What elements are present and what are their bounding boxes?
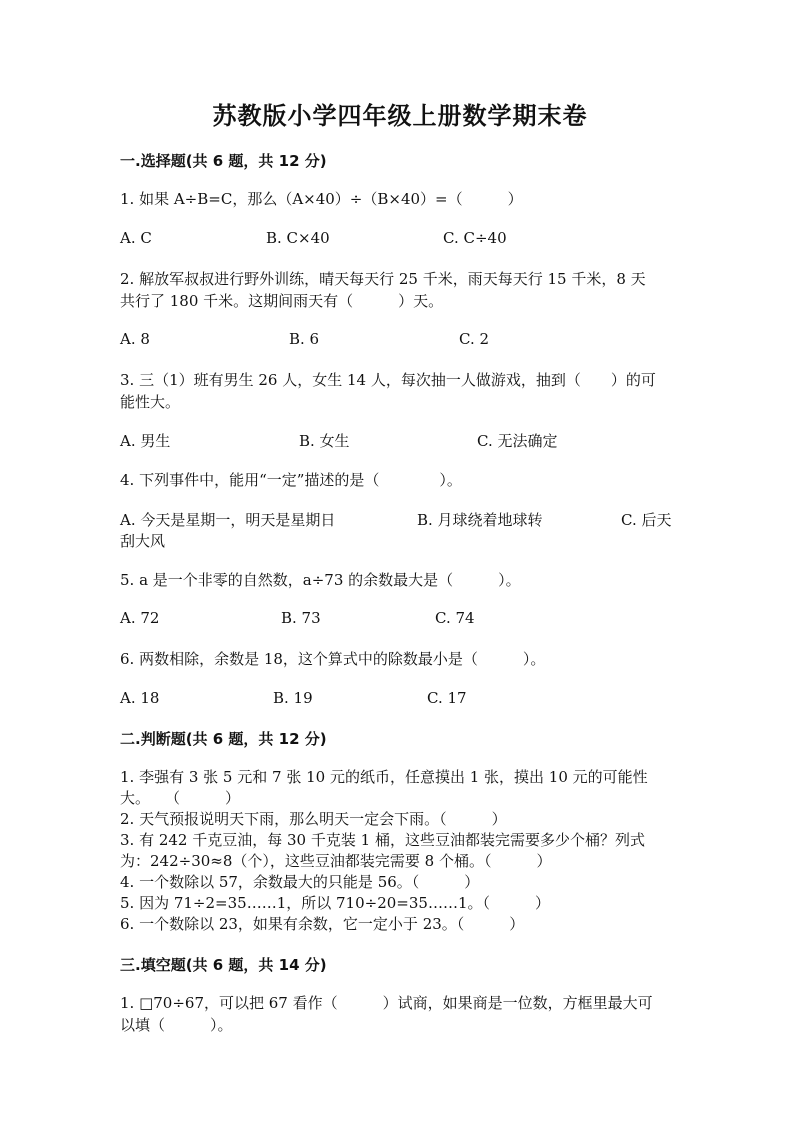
choice-option: A. 男生 — [120, 432, 171, 450]
choice-option: B. 19 — [273, 689, 313, 707]
judge-line: 2. 天气预报说明天下雨，那么明天一定会下雨。（ ） — [120, 810, 507, 828]
choice-option: C. 后天 — [621, 511, 672, 529]
choice-option: C. 2 — [459, 330, 490, 348]
judge-line: 1. 李强有 3 张 5 元和 7 张 10 元的纸币，任意摸出 1 张，摸出 10 元的可能性 — [120, 768, 648, 786]
section-heading-fill: 三.填空题(共 6 题，共 14 分) — [120, 956, 327, 974]
choice-option: B. 73 — [281, 609, 321, 627]
choice-option: C. C÷40 — [443, 229, 507, 247]
section-heading-choice: 一.选择题(共 6 题，共 12 分) — [120, 152, 327, 170]
question-text: 2. 解放军叔叔进行野外训练，晴天每天行 25 千米，雨天每天行 15 千米，8 天 — [120, 270, 646, 288]
judge-line: 4. 一个数除以 57，余数最大的只能是 56。（ ） — [120, 873, 480, 891]
choice-option: C. 17 — [427, 689, 467, 707]
choice-option: B. C×40 — [266, 229, 330, 247]
fill-line: 1. □70÷67，可以把 67 看作（ ）试商，如果商是一位数，方框里最大可 — [120, 994, 653, 1012]
page-title: 苏教版小学四年级上册数学期末卷 — [212, 101, 588, 130]
choice-option: A. 8 — [120, 330, 150, 348]
choice-option: B. 6 — [289, 330, 320, 348]
question-text: 6. 两数相除，余数是 18，这个算式中的除数最小是（ ）。 — [120, 650, 546, 668]
judge-line: 3. 有 242 千克豆油，每 30 千克装 1 桶，这些豆油都装完需要多少个桶？列式 — [120, 831, 645, 849]
choice-option: A. C — [120, 229, 152, 247]
question-text: 4. 下列事件中，能用“一定”描述的是（ ）。 — [120, 471, 462, 489]
question-text: 5. a 是一个非零的自然数，a÷73 的余数最大是（ ）。 — [120, 571, 521, 589]
choice-option: C. 无法确定 — [477, 432, 558, 450]
choice-option: B. 女生 — [299, 432, 350, 450]
choice-option: A. 72 — [120, 609, 160, 627]
section-heading-judge: 二.判断题(共 6 题，共 12 分) — [120, 730, 327, 748]
choice-option: C. 74 — [435, 609, 475, 627]
question-text: 3. 三（1）班有男生 26 人，女生 14 人，每次抽一人做游戏，抽到（ ）的可 — [120, 371, 656, 389]
question-text: 1. 如果 A÷B=C，那么（A×40）÷（B×40）=（ ） — [120, 190, 523, 208]
judge-line: 5. 因为 71÷2=35……1，所以 710÷20=35……1。（ ） — [120, 894, 550, 912]
choice-option: A. 18 — [120, 689, 160, 707]
question-text: 能性大。 — [120, 393, 181, 411]
judge-line: 大。 （ ） — [120, 789, 241, 807]
judge-line: 为：242÷30≈8（个），这些豆油都装完需要 8 个桶。（ ） — [120, 852, 552, 870]
fill-line: 以填（ ）。 — [120, 1016, 233, 1034]
choice-option-continued: 刮大风 — [120, 532, 166, 550]
choice-option: B. 月球绕着地球转 — [417, 511, 543, 529]
choice-option: A. 今天是星期一，明天是星期日 — [120, 511, 336, 529]
question-text: 共行了 180 千米。这期间雨天有（ ）天。 — [120, 292, 444, 310]
judge-line: 6. 一个数除以 23，如果有余数，它一定小于 23。（ ） — [120, 915, 525, 933]
